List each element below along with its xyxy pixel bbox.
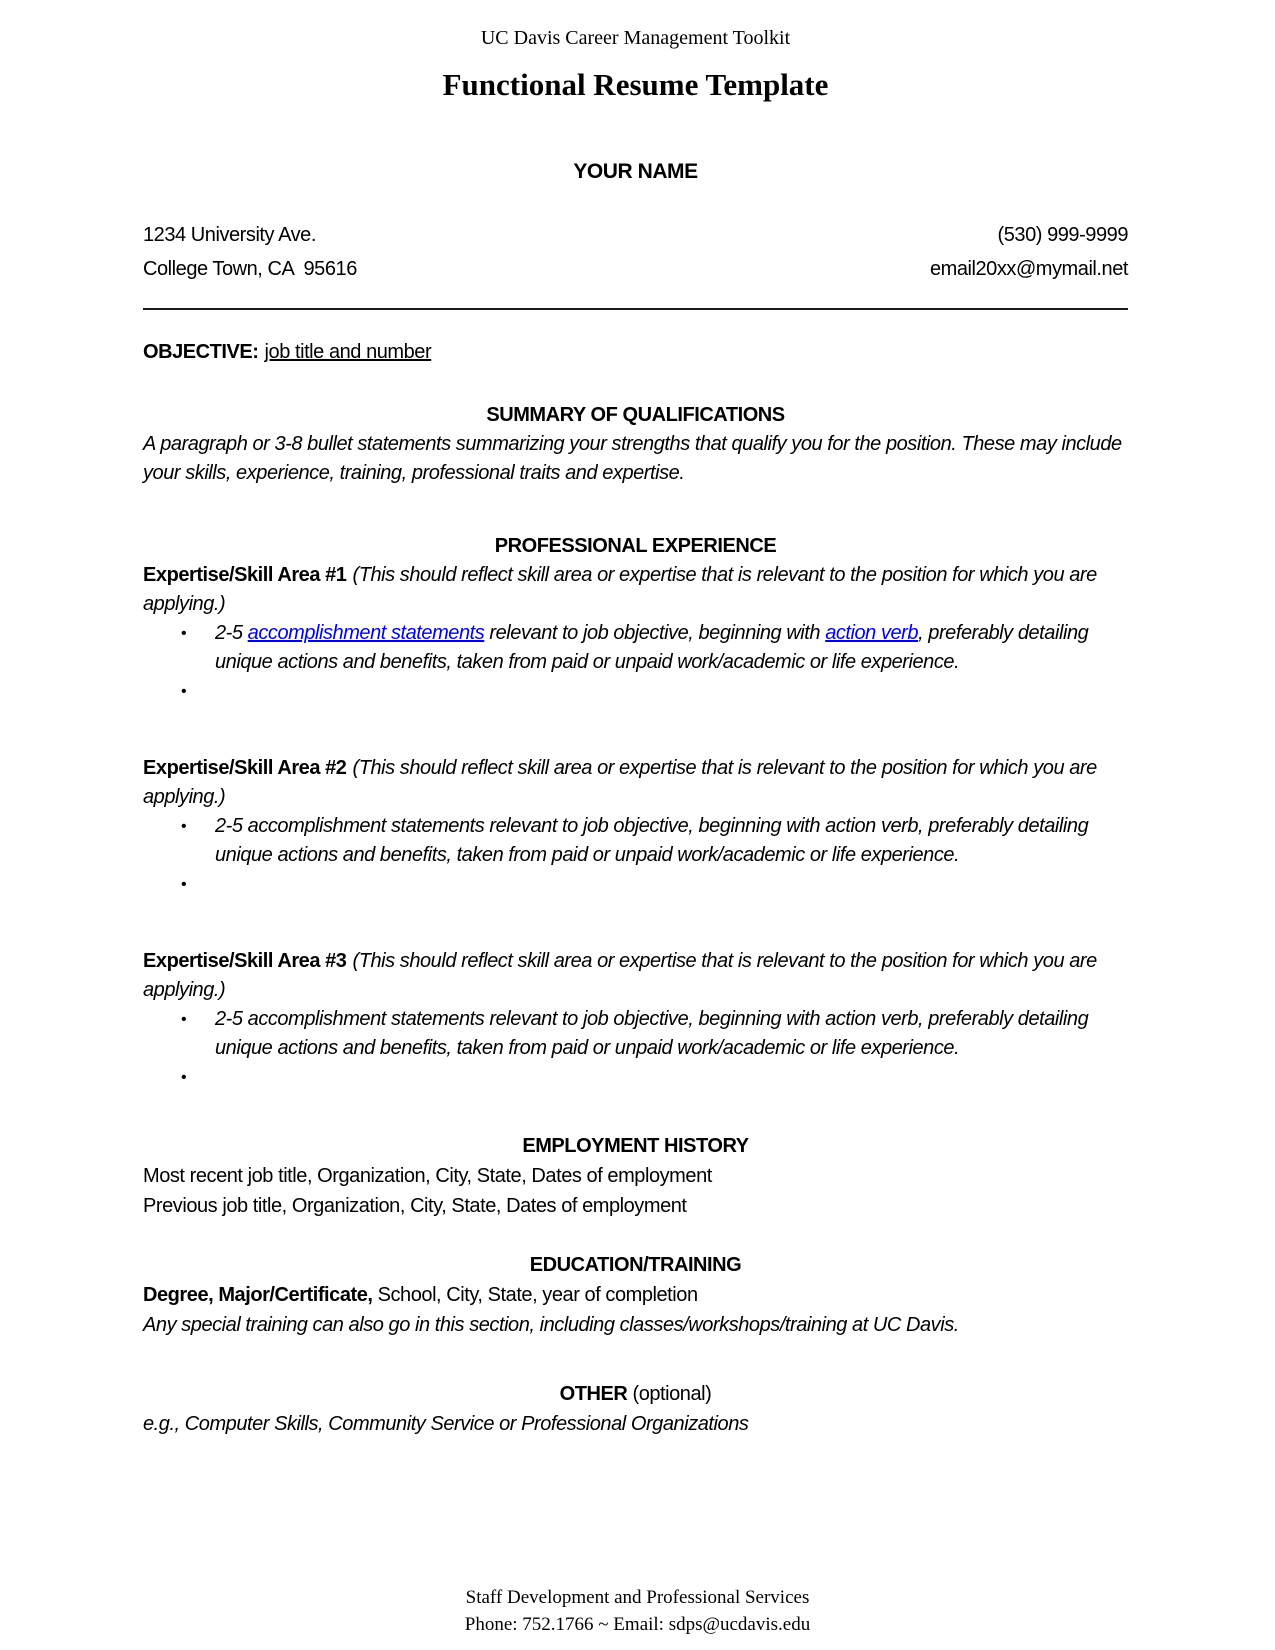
bullet-text-pre: 2-5 xyxy=(215,622,248,644)
contact-block xyxy=(143,218,1128,286)
bullet-text-mid: relevant to job objective, beginning with xyxy=(484,622,826,644)
action-verb-link[interactable]: action verb xyxy=(825,622,919,644)
degree-label: Degree, Major/Certificate, xyxy=(143,1284,373,1306)
skill-area-3 xyxy=(143,947,1128,1092)
skill-area-2-empty-bullet xyxy=(143,870,1128,899)
skill-area-1-empty-bullet xyxy=(143,677,1128,706)
skill-area-2-title: Expertise/Skill Area #2 xyxy=(143,757,347,779)
summary-heading: SUMMARY OF QUALIFICATIONS xyxy=(486,404,785,426)
empty-bullet-text xyxy=(215,677,1128,706)
skill-area-1-intro xyxy=(143,561,1128,619)
other-heading-qualifier: (optional) xyxy=(627,1383,712,1405)
skill-area-3-note: (This should reflect skill area or expertise that is relevant to the position for which you are applying.) xyxy=(143,950,1097,1001)
other-example: e.g., Computer Skills, Community Service or Professional Organizations xyxy=(143,1413,749,1435)
email-address: email20xx@mymail.net xyxy=(929,258,1128,280)
contact-row-2 xyxy=(143,252,1128,286)
bullet-icon: • xyxy=(181,683,187,700)
accomplishment-statements-link[interactable]: accomplishment statements xyxy=(247,622,485,644)
objective-label: OBJECTIVE: xyxy=(143,341,259,363)
degree-detail: School, City, State, year of completion xyxy=(372,1284,698,1306)
education-training-heading: EDUCATION/TRAINING xyxy=(529,1254,742,1276)
page-footer xyxy=(0,1584,1275,1638)
summary-text: A paragraph or 3-8 bullet statements summarizing your strengths that qualify you for the position. These may include your skills, experience, training, professional traits and expertise. xyxy=(143,433,1122,484)
education-note: Any special training can also go in this section, including classes/workshops/training at UC Davis. xyxy=(143,1314,959,1336)
document-title: Functional Resume Template xyxy=(442,67,829,102)
skill-area-3-bullet-text: 2-5 accomplishment statements relevant to job objective, beginning with action verb, preferably detailing unique actions and benefits, taken from paid or unpaid work/academic or life experience. xyxy=(215,1008,1089,1059)
contact-divider xyxy=(143,308,1128,310)
skill-area-2-note: (This should reflect skill area or expertise that is relevant to the position for which you are applying.) xyxy=(143,757,1097,808)
toolkit-header: UC Davis Career Management Toolkit xyxy=(480,27,791,49)
bullet-icon: • xyxy=(181,625,187,642)
skill-area-2-bullet-text: 2-5 accomplishment statements relevant to job objective, beginning with action verb, preferably detailing unique actions and benefits, taken from paid or unpaid work/academic or life experience. xyxy=(215,815,1089,866)
footer-contact: Phone: 752.1766 ~ Email: sdps@ucdavis.edu xyxy=(464,1614,811,1635)
objective-line xyxy=(143,338,1128,367)
other-heading-label: OTHER xyxy=(559,1383,628,1405)
skill-area-2-intro xyxy=(143,754,1128,812)
resume-name: YOUR NAME xyxy=(573,160,698,183)
empty-bullet-text xyxy=(215,870,1128,899)
skill-area-3-bullet xyxy=(143,1005,1128,1063)
bullet-icon: • xyxy=(181,1011,187,1028)
empty-bullet-text xyxy=(215,1063,1128,1092)
skill-area-1-note: (This should reflect skill area or expertise that is relevant to the position for which you are applying.) xyxy=(143,564,1097,615)
employment-entry-2: Previous job title, Organization, City, State, Dates of employment xyxy=(143,1195,687,1217)
objective-value: job title and number xyxy=(264,341,432,363)
bullet-icon: • xyxy=(181,1069,187,1086)
contact-row-1 xyxy=(143,218,1128,252)
skill-area-3-title: Expertise/Skill Area #3 xyxy=(143,950,347,972)
bullet-icon: • xyxy=(181,876,187,893)
address-line-2: College Town, CA 95616 xyxy=(143,258,357,280)
skill-area-2 xyxy=(143,754,1128,899)
employment-history-heading: EMPLOYMENT HISTORY xyxy=(522,1135,749,1157)
skill-area-1 xyxy=(143,561,1128,706)
education-degree-line xyxy=(143,1280,1128,1310)
professional-experience-heading: PROFESSIONAL EXPERIENCE xyxy=(494,535,777,557)
skill-area-2-bullet xyxy=(143,812,1128,870)
skill-area-3-empty-bullet xyxy=(143,1063,1128,1092)
skill-area-3-intro xyxy=(143,947,1128,1005)
phone-number: (530) 999-9999 xyxy=(997,224,1128,246)
bullet-text-post: , preferably detailing unique actions and benefits, taken from paid or unpaid work/academic or life experience. xyxy=(215,622,1089,673)
skill-area-1-bullet xyxy=(143,619,1128,677)
footer-org: Staff Development and Professional Services xyxy=(465,1587,810,1608)
bullet-icon: • xyxy=(181,818,187,835)
address-line-1: 1234 University Ave. xyxy=(143,224,316,246)
employment-entry-1: Most recent job title, Organization, City, State, Dates of employment xyxy=(143,1165,712,1187)
skill-area-1-title: Expertise/Skill Area #1 xyxy=(143,564,347,586)
other-heading xyxy=(143,1380,1128,1409)
skill-area-1-bullet-text xyxy=(215,619,1128,677)
